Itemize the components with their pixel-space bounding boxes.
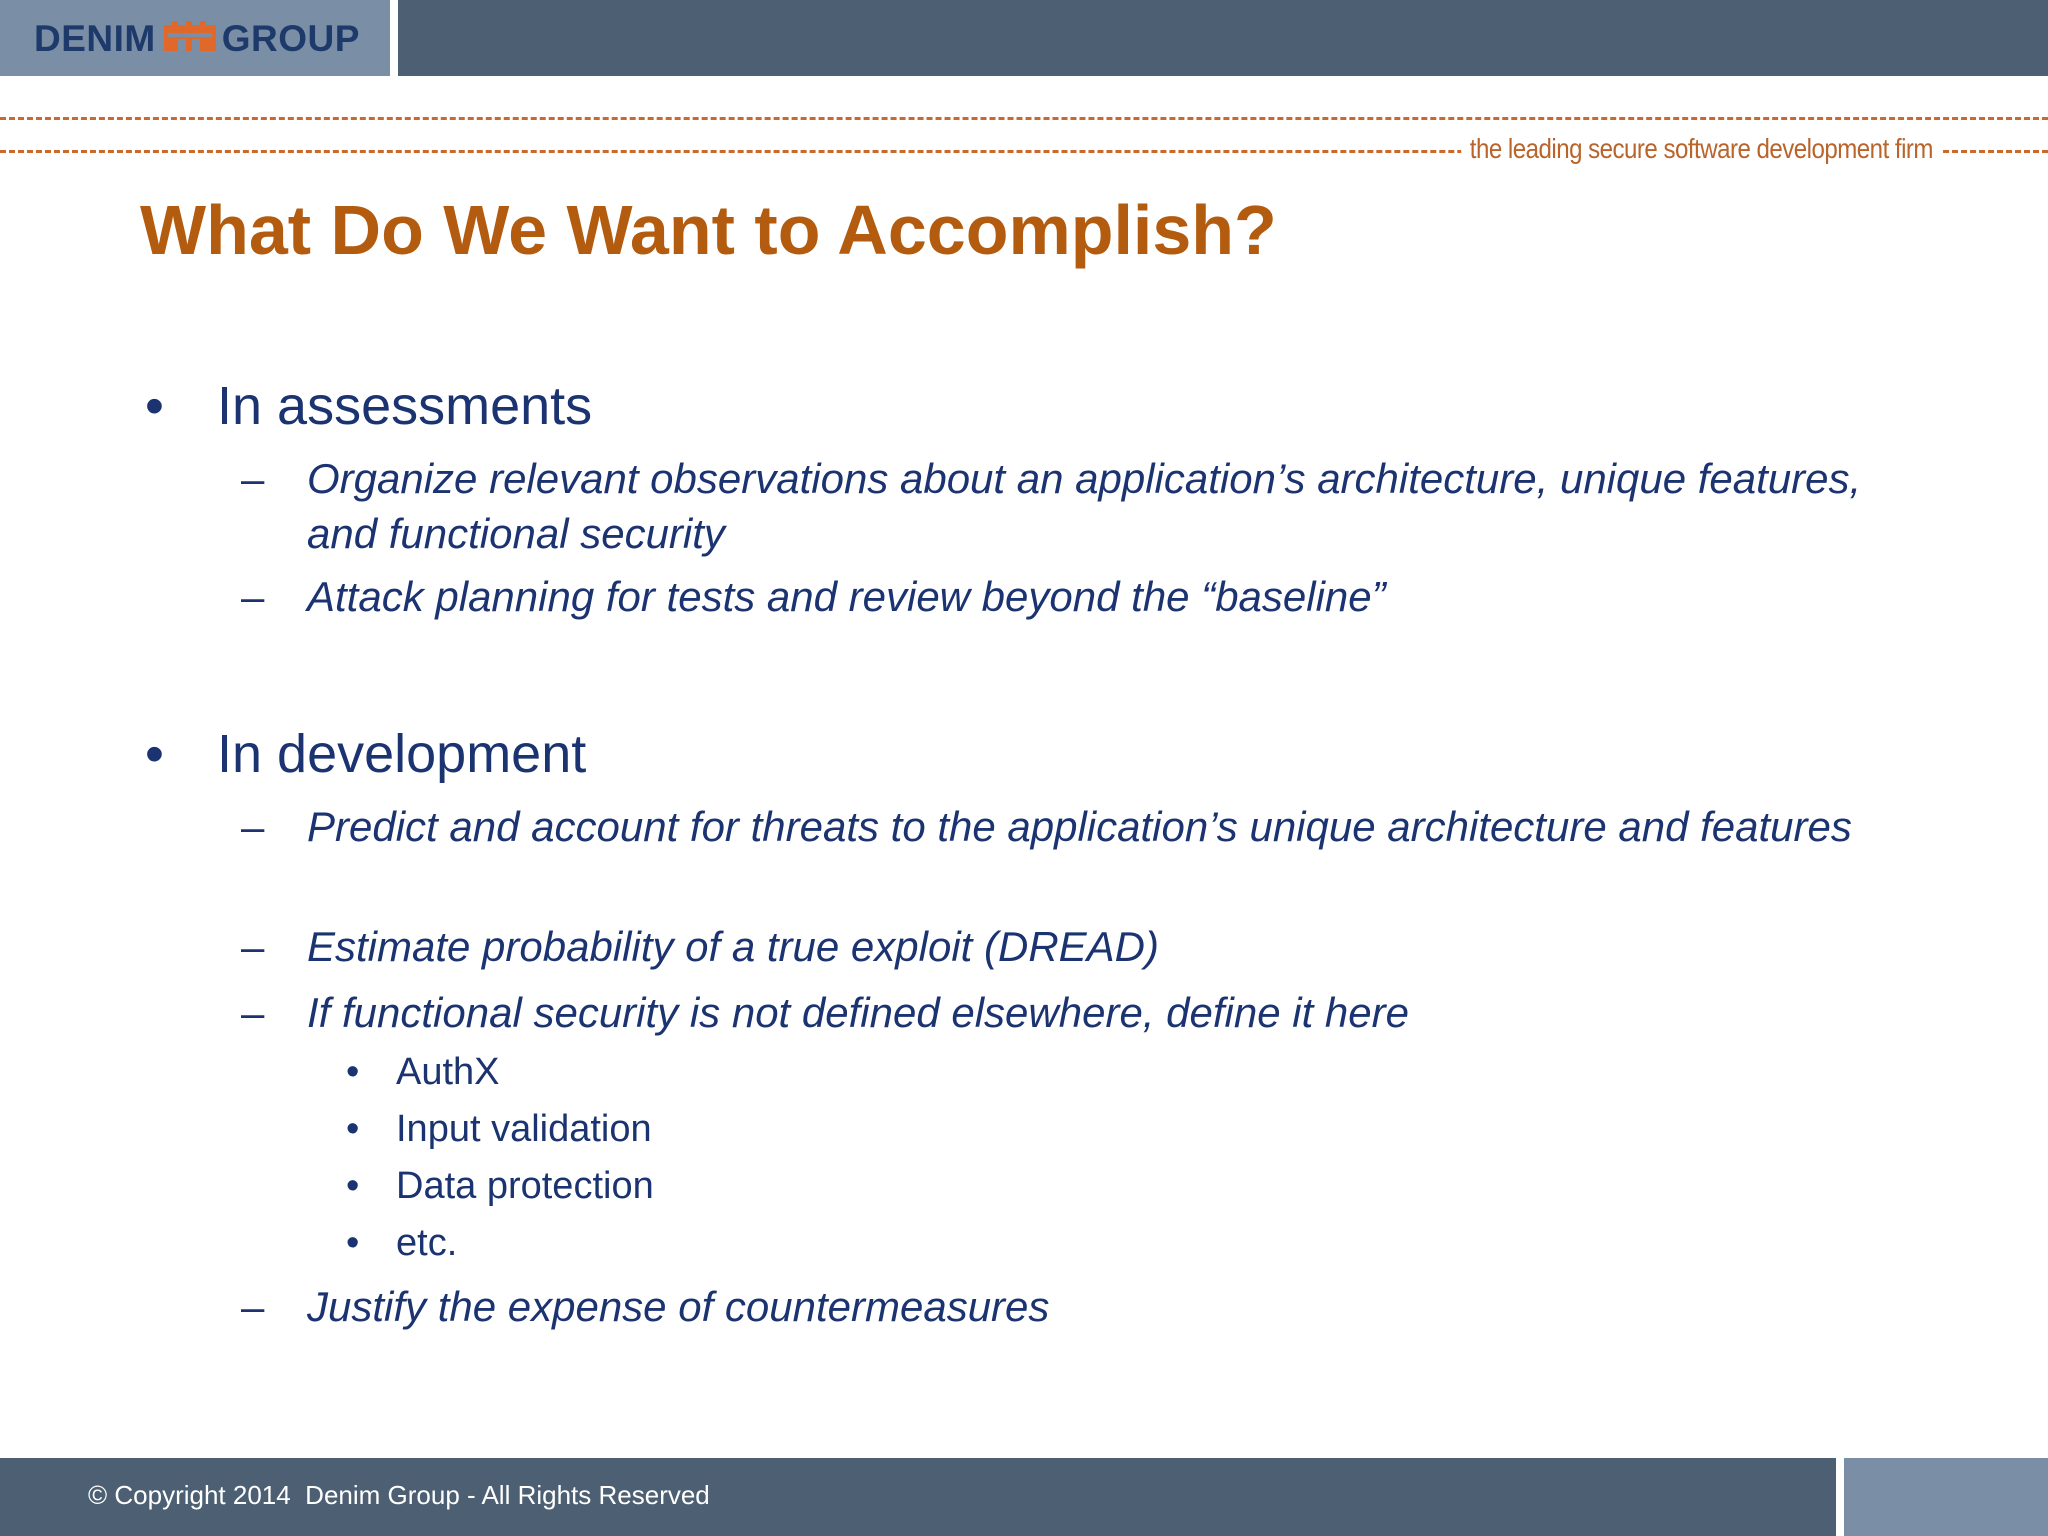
dash-icon: – bbox=[241, 989, 265, 1036]
copyright-text: © Copyright 2014 Denim Group - All Rights Reserved bbox=[88, 1480, 710, 1510]
list-item: – Estimate probability of a true exploit (DREAD) bbox=[307, 919, 1867, 974]
dash-icon: – bbox=[241, 1283, 265, 1330]
list-item: – Predict and account for threats to the application’s unique architecture and features bbox=[307, 799, 1867, 854]
header-divider bbox=[390, 0, 398, 76]
list-item: – Attack planning for tests and review beyond the “baseline” bbox=[307, 569, 1867, 624]
sub-list-item: • Input validation bbox=[346, 1108, 652, 1150]
dash-icon: – bbox=[241, 803, 265, 850]
bullet-icon: • bbox=[145, 376, 164, 436]
dash-icon: – bbox=[241, 455, 265, 502]
section-heading-assessments: • In assessments bbox=[145, 376, 593, 436]
logo-word-left: DENIM bbox=[34, 17, 156, 59]
sub-list-item: • AuthX bbox=[346, 1051, 500, 1093]
footer-divider bbox=[1836, 1458, 1844, 1536]
sub-list-item: • etc. bbox=[346, 1222, 458, 1264]
slide-title: What Do We Want to Accomplish? bbox=[140, 191, 1277, 269]
list-item: – Organize relevant observations about an application’s architecture, unique features, and functional security bbox=[307, 451, 1867, 561]
dash-icon: – bbox=[241, 573, 265, 620]
sub-list-item: • Data protection bbox=[346, 1165, 654, 1207]
dashed-rule-top bbox=[0, 117, 2048, 120]
bullet-icon: • bbox=[346, 1222, 360, 1264]
tagline: the leading secure software development firm bbox=[1462, 133, 1942, 165]
logo-mark-icon bbox=[164, 19, 216, 57]
section-heading-development: • In development bbox=[145, 724, 587, 784]
footer-corner-box bbox=[1844, 1458, 2048, 1536]
bullet-icon: • bbox=[145, 724, 164, 784]
bullet-icon: • bbox=[346, 1108, 360, 1150]
list-item: – If functional security is not defined elsewhere, define it here bbox=[307, 985, 1867, 1040]
bullet-icon: • bbox=[346, 1051, 360, 1093]
logo-word-right: GROUP bbox=[221, 17, 360, 59]
denim-group-logo bbox=[0, 0, 390, 76]
list-item: – Justify the expense of countermeasures bbox=[307, 1279, 1867, 1334]
bullet-icon: • bbox=[346, 1165, 360, 1207]
dash-icon: – bbox=[241, 923, 265, 970]
